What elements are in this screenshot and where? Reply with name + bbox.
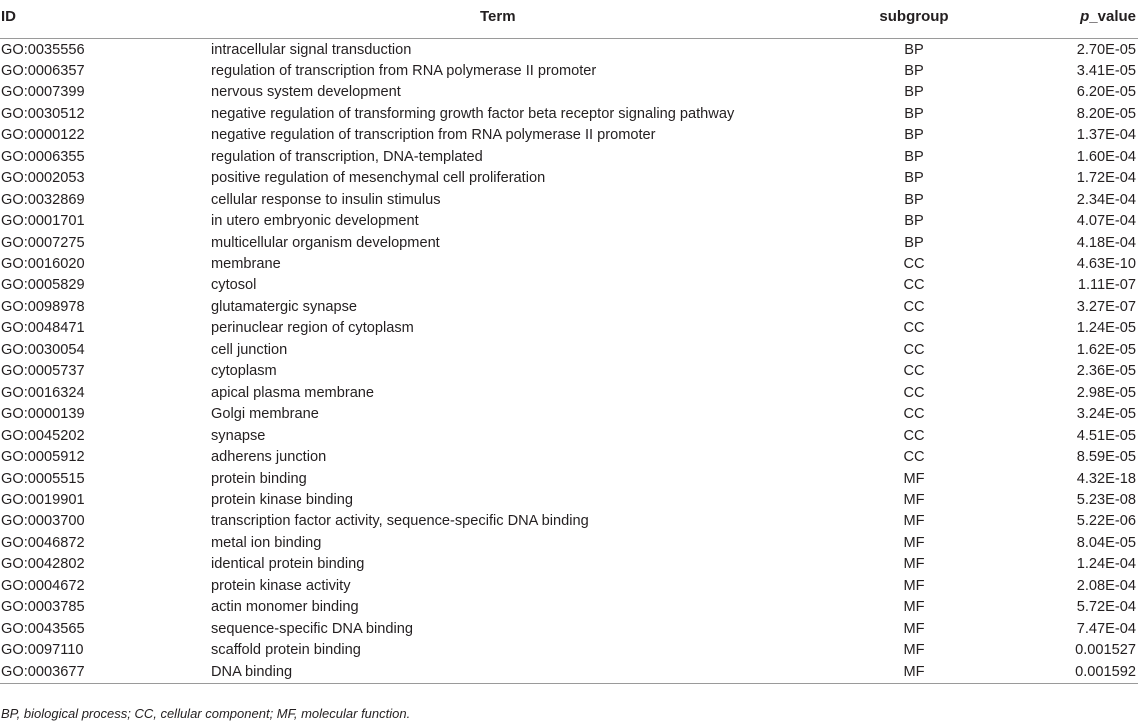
cell-p-value: 5.22E-06 (1076, 513, 1136, 530)
cell-term: perinuclear region of cytoplasm (211, 320, 414, 337)
cell-subgroup: CC (903, 363, 925, 380)
cell-term: protein binding (211, 470, 307, 487)
cell-term: Golgi membrane (211, 406, 319, 423)
table-row (0, 82, 1138, 103)
table-row (0, 211, 1138, 232)
cell-subgroup: MF (903, 534, 925, 551)
cell-id: GO:0003677 (0, 662, 210, 684)
table-row (0, 576, 1138, 597)
cell-id: GO:0007275 (1, 234, 85, 251)
cell-subgroup: MF (903, 577, 925, 594)
cell-id: GO:0007399 (1, 84, 85, 101)
cell-p-value: 2.70E-05 (1076, 41, 1136, 58)
cell-subgroup: MF (903, 556, 925, 573)
table-row (0, 104, 1138, 125)
cell-subgroup: CC (903, 449, 925, 466)
cell-subgroup: CC (903, 341, 925, 358)
cell-subgroup: BP (904, 213, 924, 230)
cell-subgroup: CC (903, 256, 925, 273)
cell-subgroup: BP (904, 170, 924, 187)
cell-term: protein kinase activity (211, 577, 351, 594)
table-row (0, 554, 1138, 575)
cell-subgroup: CC (903, 277, 925, 294)
table-row (0, 233, 1138, 254)
cell-id: GO:0019901 (1, 492, 85, 509)
table-row (0, 383, 1138, 404)
cell-p-value: 4.32E-18 (1076, 470, 1136, 487)
cell-subgroup: BP (904, 62, 924, 79)
table-row (0, 490, 1138, 511)
table-row (0, 340, 1138, 361)
table-row (0, 469, 1138, 490)
cell-id: GO:0005515 (1, 470, 85, 487)
cell-id: GO:0042802 (1, 556, 85, 573)
header-p-value-rest: _value (1089, 8, 1136, 25)
table-row (0, 533, 1138, 554)
cell-term: cellular response to insulin stimulus (211, 191, 441, 208)
cell-term: nervous system development (211, 84, 401, 101)
cell-id: GO:0045202 (1, 427, 85, 444)
table-row (0, 511, 1138, 532)
cell-id: GO:0043565 (1, 620, 85, 637)
cell-term: negative regulation of transcription from RNA polymerase II promoter (211, 127, 656, 144)
table-row (0, 168, 1138, 189)
table-row (0, 275, 1138, 296)
cell-id: GO:0016020 (1, 256, 85, 273)
table-row (0, 297, 1138, 318)
table-row (0, 662, 1138, 684)
cell-p-value: 6.20E-05 (1076, 84, 1136, 101)
cell-term: positive regulation of mesenchymal cell proliferation (211, 170, 546, 187)
cell-p-value: 1.72E-04 (1076, 170, 1136, 187)
cell-id: GO:0000122 (1, 127, 85, 144)
cell-p-value: 8.04E-05 (1076, 534, 1136, 551)
cell-id: GO:0048471 (1, 320, 85, 337)
cell-id: GO:0035556 (1, 41, 85, 58)
table-body (0, 38, 1138, 684)
header-subgroup: subgroup (834, 0, 994, 38)
cell-p-value: 4.18E-04 (1076, 234, 1136, 251)
table-row (0, 426, 1138, 447)
table-row (0, 619, 1138, 640)
cell-p-value: 3.27E-07 (1076, 298, 1136, 315)
cell-subgroup: MF (834, 662, 994, 684)
header-term: Term (210, 0, 834, 38)
cell-p-value: 2.08E-04 (1076, 577, 1136, 594)
cell-p-value: 0.001592 (994, 662, 1138, 684)
cell-p-value: 4.63E-10 (1076, 256, 1136, 273)
cell-term: DNA binding (210, 662, 834, 684)
table-row (0, 447, 1138, 468)
cell-subgroup: MF (903, 470, 925, 487)
cell-term: identical protein binding (211, 556, 365, 573)
cell-p-value: 1.62E-05 (1076, 341, 1136, 358)
cell-term: cell junction (211, 341, 288, 358)
table-footnote: BP, biological process; CC, cellular component; MF, molecular function. (1, 706, 411, 721)
cell-subgroup: CC (903, 320, 925, 337)
header-p-value-italic: p (1080, 8, 1090, 25)
cell-p-value: 2.98E-05 (1076, 384, 1136, 401)
table-row (0, 38, 1138, 61)
cell-subgroup: CC (903, 406, 925, 423)
table-row (0, 640, 1138, 661)
cell-subgroup: CC (903, 298, 925, 315)
cell-subgroup: BP (904, 191, 924, 208)
cell-subgroup: BP (904, 234, 924, 251)
cell-p-value: 5.72E-04 (1076, 599, 1136, 616)
cell-p-value: 8.20E-05 (1076, 105, 1136, 122)
header-p-value (994, 0, 1138, 38)
cell-subgroup: MF (903, 599, 925, 616)
cell-subgroup: BP (904, 148, 924, 165)
cell-id: GO:0030054 (1, 341, 85, 358)
cell-term: apical plasma membrane (211, 384, 375, 401)
cell-p-value: 2.36E-05 (1076, 363, 1136, 380)
cell-term: metal ion binding (211, 534, 322, 551)
header-id: ID (0, 0, 210, 38)
cell-term: scaffold protein binding (211, 642, 361, 659)
table-header (0, 0, 1138, 38)
cell-id: GO:0006355 (1, 148, 85, 165)
cell-subgroup: BP (904, 127, 924, 144)
cell-term: negative regulation of transforming growth factor beta receptor signaling pathway (211, 105, 735, 122)
cell-p-value: 8.59E-05 (1076, 449, 1136, 466)
cell-p-value: 5.23E-08 (1076, 492, 1136, 509)
table-row (0, 61, 1138, 82)
cell-subgroup: BP (904, 84, 924, 101)
cell-id: GO:0005829 (1, 277, 85, 294)
cell-p-value: 4.07E-04 (1076, 213, 1136, 230)
cell-p-value: 2.34E-04 (1076, 191, 1136, 208)
cell-p-value: 0.001527 (1075, 642, 1136, 659)
cell-term: intracellular signal transduction (211, 41, 412, 58)
table-row (0, 190, 1138, 211)
cell-term: protein kinase binding (211, 492, 353, 509)
cell-id: GO:0005912 (1, 449, 85, 466)
cell-subgroup: MF (903, 642, 925, 659)
table-row (0, 318, 1138, 339)
cell-id: GO:0001701 (1, 213, 85, 230)
cell-id: GO:0030512 (1, 105, 85, 122)
cell-subgroup: BP (904, 41, 924, 58)
table-row (0, 125, 1138, 146)
cell-id: GO:0098978 (1, 298, 85, 315)
cell-p-value: 1.11E-07 (1077, 277, 1136, 294)
cell-id: GO:0006357 (1, 62, 85, 79)
cell-term: adherens junction (211, 449, 327, 466)
cell-id: GO:0046872 (1, 534, 85, 551)
table-row (0, 404, 1138, 425)
table-row (0, 147, 1138, 168)
cell-p-value: 4.51E-05 (1076, 427, 1136, 444)
cell-term: in utero embryonic development (211, 213, 419, 230)
cell-subgroup: CC (903, 427, 925, 444)
cell-id: GO:0004672 (1, 577, 85, 594)
cell-term: sequence-specific DNA binding (211, 620, 413, 637)
cell-term: regulation of transcription, DNA-templated (211, 148, 483, 165)
cell-id: GO:0097110 (1, 642, 84, 659)
table-row (0, 597, 1138, 618)
cell-p-value: 1.60E-04 (1076, 148, 1136, 165)
cell-term: actin monomer binding (211, 599, 359, 616)
cell-subgroup: CC (903, 384, 925, 401)
cell-term: synapse (211, 427, 266, 444)
header-row (0, 0, 1138, 38)
cell-id: GO:0005737 (1, 363, 85, 380)
cell-p-value: 1.24E-04 (1076, 556, 1136, 573)
cell-subgroup: MF (903, 620, 925, 637)
table-row (0, 361, 1138, 382)
cell-id: GO:0002053 (1, 170, 85, 187)
cell-term: multicellular organism development (211, 234, 440, 251)
cell-term: transcription factor activity, sequence-specific DNA binding (211, 513, 589, 530)
cell-p-value: 3.41E-05 (1076, 62, 1136, 79)
cell-term: cytoplasm (211, 363, 277, 380)
cell-p-value: 1.24E-05 (1076, 320, 1136, 337)
cell-p-value: 1.37E-04 (1076, 127, 1136, 144)
cell-p-value: 3.24E-05 (1076, 406, 1136, 423)
cell-term: cytosol (211, 277, 257, 294)
cell-id: GO:0003785 (1, 599, 85, 616)
cell-id: GO:0032869 (1, 191, 85, 208)
table-row (0, 254, 1138, 275)
cell-id: GO:0016324 (1, 384, 85, 401)
cell-subgroup: MF (903, 492, 925, 509)
cell-id: GO:0000139 (1, 406, 85, 423)
cell-subgroup: MF (903, 513, 925, 530)
cell-term: glutamatergic synapse (211, 298, 358, 315)
cell-p-value: 7.47E-04 (1076, 620, 1136, 637)
cell-term: regulation of transcription from RNA polymerase II promoter (211, 62, 597, 79)
cell-term: membrane (211, 256, 281, 273)
cell-id: GO:0003700 (1, 513, 85, 530)
cell-subgroup: BP (904, 105, 924, 122)
